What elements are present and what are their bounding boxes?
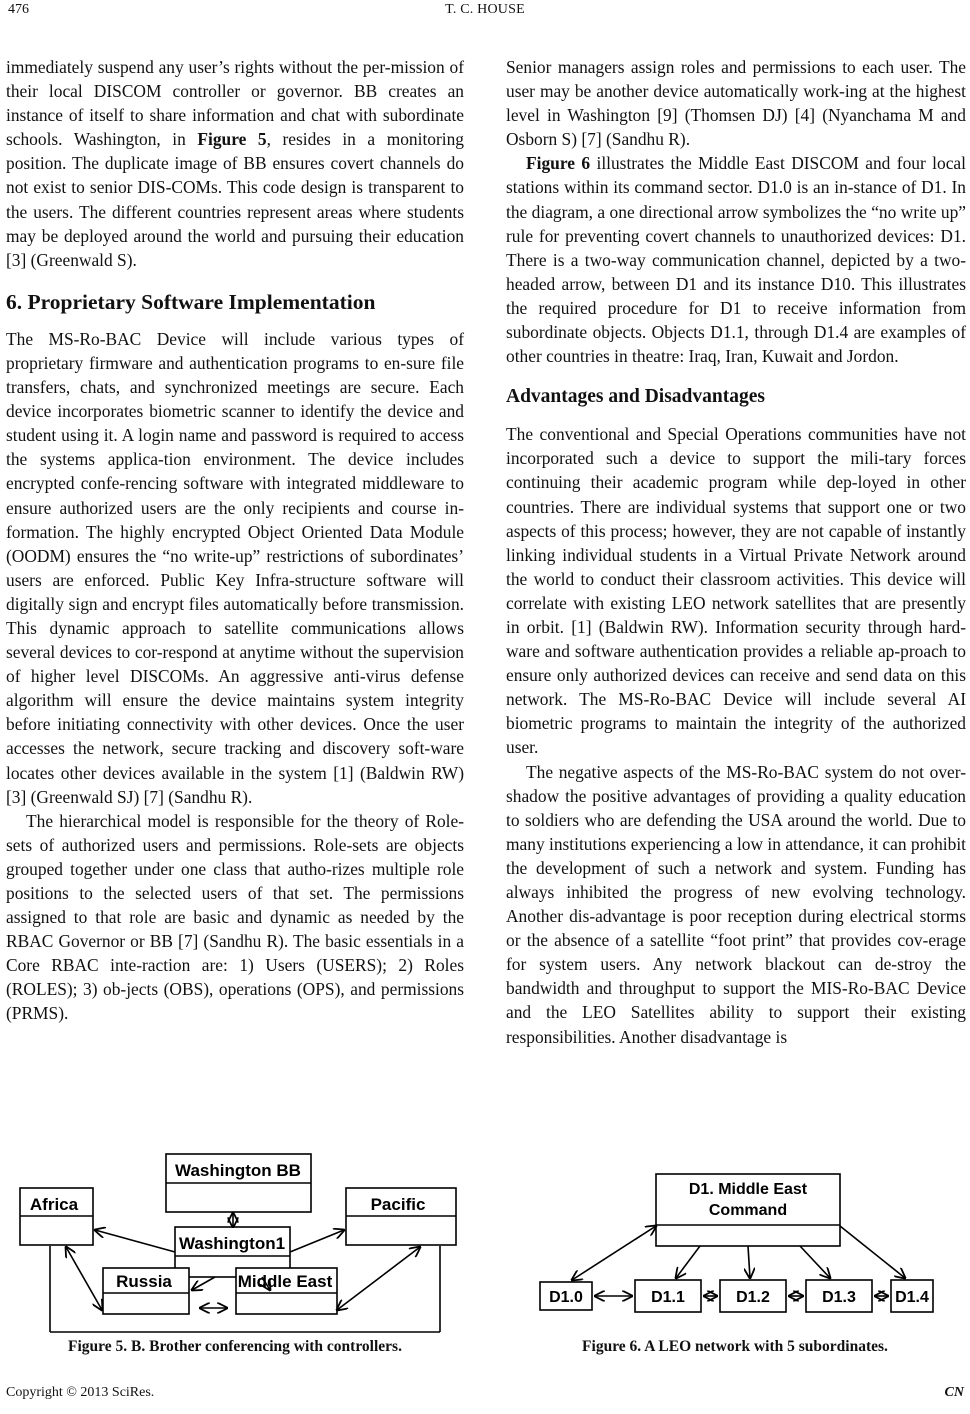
arrow-to-russia [192, 1277, 215, 1290]
d14-label: D1.4 [895, 1289, 929, 1306]
africa-label: Africa [29, 1195, 79, 1214]
running-head: T. C. HOUSE [445, 2, 525, 17]
paragraph-5: Figure 6 illustrates the Middle East DISCOM and four local stations within its command sector. D1.0 is an in-stance of D1. In the diagram, a one directional arrow symbolizes the “no write up” rule for preventing covert channels to unauthorized devices: D1. There is a two-way communication channel, depicted by a two-headed arrow, between D1 and its instance D10. This illustrates the required procedure for D1 to receive information from subordinate objects. Objects D1.1, through D1.4 are examples of other countries in theatre: Iraq, Iran, Kuwait and Jordon. [506, 153, 966, 367]
figure-6-diagram [500, 1168, 970, 1328]
arrow-command-d12 [748, 1246, 750, 1278]
paragraph-3: The hierarchical model is responsible for the theory of Role-sets of authorized users and permissions. Role-sets are objects grouped together under one class that autho-rizes multiple role positions to the selected users of that set. The permissions assigned to that role are basic and dynamic as needed by the RBAC Governor or BB [7] (Sandhu R). The basic essentials in a Core RBAC inte-raction are: 1) Users (USERS); 2) Roles (ROLES); 3) ob-jects (OBS), operations (OPS), and permissions (PRMS). [6, 810, 464, 1024]
figure-5-diagram [0, 1150, 470, 1335]
paragraph-4: Senior managers assign roles and permissions to each user. The user may be another device automatically work-ing at the highest level in Washington [9] (Thomsen DJ) [4] (Nyanchama M and Osborn S) [7] (Sandhu R). [506, 57, 966, 150]
arrow-to-africa [95, 1230, 175, 1252]
d13-label: D1.3 [822, 1289, 856, 1306]
washington-bb-label: Washington BB [175, 1161, 301, 1180]
command-label-line2: Command [708, 1202, 788, 1219]
figure-5-reference: Figure 5 [197, 129, 267, 150]
russia-label: Russia [116, 1272, 172, 1291]
paragraph-6: The conventional and Special Operations communities have not incorporated such a device to support the mili-tary forces continuing their academic program while dep-loyed in other countries. There are individual systems that support one or two aspects of this process; however, they are not capable of instantly linking individual students in a Virtual Private Network around the world to conduct their classroom activities. This device will correlate with existing LEO network satellites that are presently in orbit. [1] (Baldwin RW). Information security through hard-ware and software authentication provides a reliable ap-proach to ensure only authorized devices can receive and send data on this network. The MS-Ro-BAC Device will include several AI biometric programs to maintain the integrity of the authorized user. [506, 424, 966, 758]
arrow-command-d10 [572, 1226, 656, 1280]
arrow-command-d13 [800, 1246, 830, 1278]
d11-label: D1.1 [651, 1289, 685, 1306]
arrow-to-pacific [290, 1230, 344, 1252]
right-column [506, 55, 966, 1049]
paragraph-7: The negative aspects of the MS-Ro-BAC system do not over-shadow the positive advantages of providing a quality education to soldiers who are defending the USA around the world. Due to many institutions experiencing a low in attendance, it can prohibit the development of such a network and system. Funding has always inhibited the progress of new evolving technology. Another dis-advantage is poor reception during electrical storms or the absence of a satellite “foot print” that provides cov-erage for system users. Any network blackout can de-stroy the bandwidth and throughput to support the MIS-Ro-BAC Device and the LEO Satellites ability to support their existing responsibilities. Another disadvantage is [506, 761, 966, 1047]
paragraph-2: The MS-Ro-BAC Device will include various types of proprietary firmware and authentication programs to en-sure file transfers, chats, and synchronized meetings are secure. Each device incorporates biometric scanner to identify the device and student using it. A login name and password is required to access the systems applica-tion environment. The device includes encrypted confe-rencing software with integrated middleware to ensure authorized users are the only recipients and course in-formation. The highly encrypted Object Oriented Data Module (OODM) ensures the “no write-up” restrictions of subordinates’ users are enforced. Public Key Infra-structure software will digitally sign and encrypt files automatically before transmission. This dynamic approach to satellite communications allows several devices to cor-respond at anytime without the supervision of higher level DISCOMs. An aggressive anti-virus defense algorithm will ensure the device maintains system integrity before initiating connectivity with other devices. Once the user accesses the network, secure tracking and discovery soft-ware locates other devices available in the system [1] (Baldwin RW) [3] (Greenwald SJ) [7] (Sandhu R). [6, 328, 464, 807]
d12-label: D1.2 [736, 1289, 770, 1306]
section-6-heading: 6. Proprietary Software Implementation [6, 289, 376, 314]
arrow-command-d14 [840, 1226, 905, 1278]
arrow-russia-africa [66, 1247, 102, 1310]
d10-label: D1.0 [549, 1289, 583, 1306]
paragraph-1: immediately suspend any user’s rights without the per-mission of their local DISCOM controller or governor. BB creates an instance of itself to share information and chat with subordinate schools. Washington, in Figure 5, resides in a monitoring position. The duplicate image of BB ensures covert channels do not exist to senior DIS-COMs. This code design is transparent to the users. The different countries represent areas where students may be deployed around the world and pursuing their education [3] (Greenwald S). [6, 57, 464, 270]
middle-east-label: Middle East [237, 1272, 333, 1291]
page-number: 476 [8, 2, 29, 17]
figure-6-reference: Figure 6 [526, 153, 591, 174]
arrow-command-d11 [676, 1246, 700, 1278]
washington1-label: Washington1 [178, 1234, 286, 1253]
arrow-middle-east-pacific [337, 1247, 420, 1310]
figure-5-caption: Figure 5. B. Brother conferencing with controllers. [68, 1338, 402, 1355]
footer-journal: CN [944, 1385, 964, 1400]
left-column [6, 55, 464, 1026]
pacific-label: Pacific [370, 1195, 426, 1214]
footer-copyright: Copyright © 2013 SciRes. [6, 1385, 155, 1400]
command-label-line1: D1. Middle East [688, 1181, 808, 1198]
advantages-heading: Advantages and Disadvantages [506, 386, 765, 408]
figure-6-caption: Figure 6. A LEO network with 5 subordinates. [582, 1338, 888, 1355]
